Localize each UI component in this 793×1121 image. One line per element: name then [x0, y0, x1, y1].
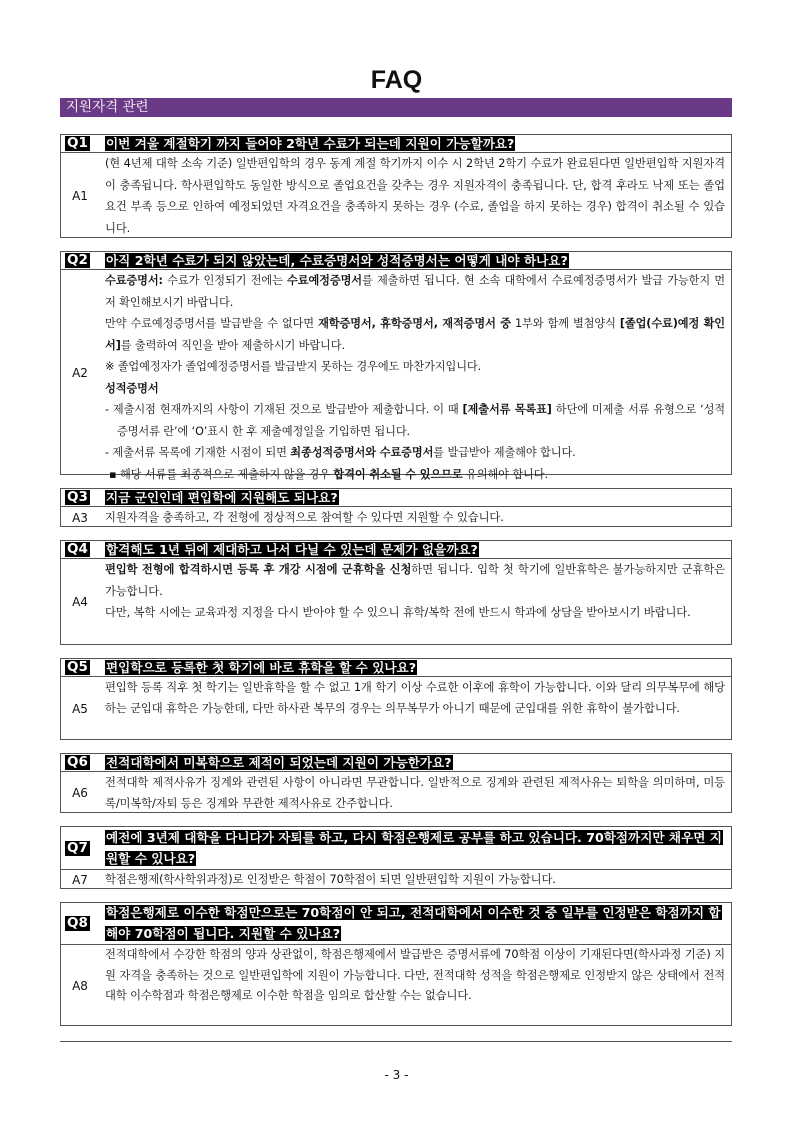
answer-text: 수료증명서: 수료가 인정되기 전에는 수료예정증명서를 제출하면 됩니다. 현 소속 대학에서 수료예정증명서가 발급 가능한지 먼저 확인해보시기 바랍니다. 만약 수료예정증명서를 발급받을 수 없다면 재학증명서, 휴학증명서, 재적증명서 중 1부와 함께 별첨양식 [졸업(수료)예정 확인서]를 출력하여 직인을 받아 제출하시기 바랍니다. ※ 졸업예정자가 졸업예정증명서를 발급받지 못하는 경우에도 마찬가지입니다. 성적증명서 - 제출시점 현재까지의 사항이 기재된 것으로 발급받아 제출합니다. 이 때 [제출서류 목록표] 하단에 미제출 서류 유형으로 ‘성적증명서류 란’에 ‘O’표시 한 후 제출예정일을 기입하면 됩니다. - 제출서류 목록에 기재한 시점이 되면 최종성적증명서와 수료증명서를 발급받아 제출해야 합니다. ▪ 해당 서류를 최종적으로 제출하지 않을 경우 합격이 취소될 수 있으므로 유의해야 합니다. [105, 274, 726, 481]
question-id: Q8 [67, 915, 88, 931]
answer-id: A1 [72, 188, 88, 203]
answer-text: 편입학 등록 직후 첫 학기는 일반휴학을 할 수 없고 1개 학기 이상 수료한 이후에 휴학이 가능합니다. 이와 달리 의무복무에 해당하는 군입대 휴학은 가능한데, 다만 하사관 복무의 경우는 의무복무가 아니기 때문에 군입대를 위한 휴학이 불가합니다. [105, 681, 725, 715]
question-text: 학점은행제로 이수한 학점만으로는 70학점이 안 되고, 전적대학에서 이수한 것 중 일부를 인정받은 학점까지 합해야 70학점이 됩니다. 지원할 수 있나요? [106, 905, 721, 941]
answer-text: 지원자격을 충족하고, 각 전형에 정상적으로 참여할 수 있다면 지원할 수 있습니다. [105, 511, 504, 524]
question-text: 아직 2학년 수료가 되지 않았는데, 수료증명서와 성적증명서는 어떻게 내야 하나요? [106, 253, 568, 268]
answer-id: A6 [72, 786, 88, 800]
answer-text: 전적대학 제적사유가 징계와 관련된 사항이 아니라면 무관합니다. 일반적으로 징계와 관련된 제적사유는 퇴학을 의미하며, 미등록/미복학/자퇴 등은 징계와 무관한 제적사유로 간주합니다. [105, 776, 725, 810]
question-id: Q5 [67, 659, 88, 675]
answer-id: A2 [72, 365, 88, 380]
page-title: FAQ [370, 66, 423, 94]
answer-id: A5 [72, 701, 88, 716]
question-id: Q1 [67, 135, 88, 151]
faq-item-8 [60, 902, 732, 1026]
faq-item-7 [60, 826, 732, 889]
question-text: 지금 군인인데 편입학에 지원해도 되나요? [106, 490, 338, 505]
question-text: 합격해도 1년 뒤에 제대하고 나서 다닐 수 있는데 문제가 없을까요? [106, 542, 478, 557]
faq-item-5 [60, 658, 732, 740]
answer-id: A8 [72, 979, 88, 993]
question-id: Q4 [67, 541, 88, 557]
answer-text: 전적대학에서 수강한 학점의 양과 상관없이, 학점은행제에서 발급받은 증명서류에 70학점 이상이 기재된다면(학사과정 기준) 지원 자격을 충족하는 것으로 일반편입학에 지원이 가능합니다. 다만, 전적대학 성적을 학점은행제로 인정받지 않은 상태에서 전적대학 이수학점과 학점은행제로 이수한 학점을 임의로 합산할 수는 없습니다. [105, 948, 725, 1002]
footer-divider [60, 1041, 732, 1042]
question-id: Q7 [67, 839, 88, 856]
faq-item-6 [60, 753, 732, 813]
section-header: 지원자격 관련 [60, 98, 732, 117]
faq-item-2 [60, 251, 732, 481]
page-number: - 3 - [384, 1068, 409, 1082]
question-id: Q3 [67, 489, 88, 505]
answer-id: A7 [72, 873, 88, 887]
question-text: 이번 겨울 계절학기 까지 들어야 2학년 수료가 되는데 지원이 가능할까요? [106, 136, 515, 151]
faq-item-1 [60, 134, 732, 238]
answer-id: A4 [72, 595, 88, 609]
question-id: Q2 [67, 252, 88, 268]
answer-text: 학점은행제(학사학위과정)로 인정받은 학점이 70학점이 되면 일반편입학 지원이 가능합니다. [105, 873, 556, 886]
faq-item-4 [60, 540, 732, 645]
question-text: 전적대학에서 미복학으로 제적이 되었는데 지원이 가능한가요? [106, 755, 452, 770]
faq-item-3 [60, 488, 732, 527]
answer-id: A3 [72, 510, 88, 525]
question-id: Q6 [67, 754, 88, 770]
answer-text: 편입학 전형에 합격하시면 등록 후 개강 시점에 군휴학을 신청하면 됩니다. 입학 첫 학기에 일반휴학은 불가능하지만 군휴학은 가능합니다. 다만, 복학 시에는 교육과정 지정을 다시 받아야 할 수 있으니 휴학/복학 전에 반드시 학과에 상담을 받아보시기 바랍니다. [105, 563, 725, 619]
question-text: 편입학으로 등록한 첫 학기에 바로 휴학을 할 수 있나요? [106, 660, 417, 675]
question-text: 예전에 3년제 대학을 다니다가 자퇴를 하고, 다시 학점은행제로 공부를 하고 있습니다. 70학점까지만 채우면 지원할 수 있나요? [106, 830, 722, 866]
answer-text: (현 4년제 대학 소속 기준) 일반편입학의 경우 동계 계절 학기까지 이수 시 2학년 2학기 수료가 완료된다면 일반편입학 지원자격이 충족됩니다. 학사편입학도 동일한 방식으로 졸업요건을 갖추는 경우 지원자격이 충족됩니다. 단, 합격 후라도 낙제 또는 졸업요건 부족 등으로 인하여 예정되었던 자격요건을 충족하지 못하는 경우 (수료, 졸업을 하지 못하는 경우) 합격이 취소될 수 있습니다. [105, 157, 725, 235]
